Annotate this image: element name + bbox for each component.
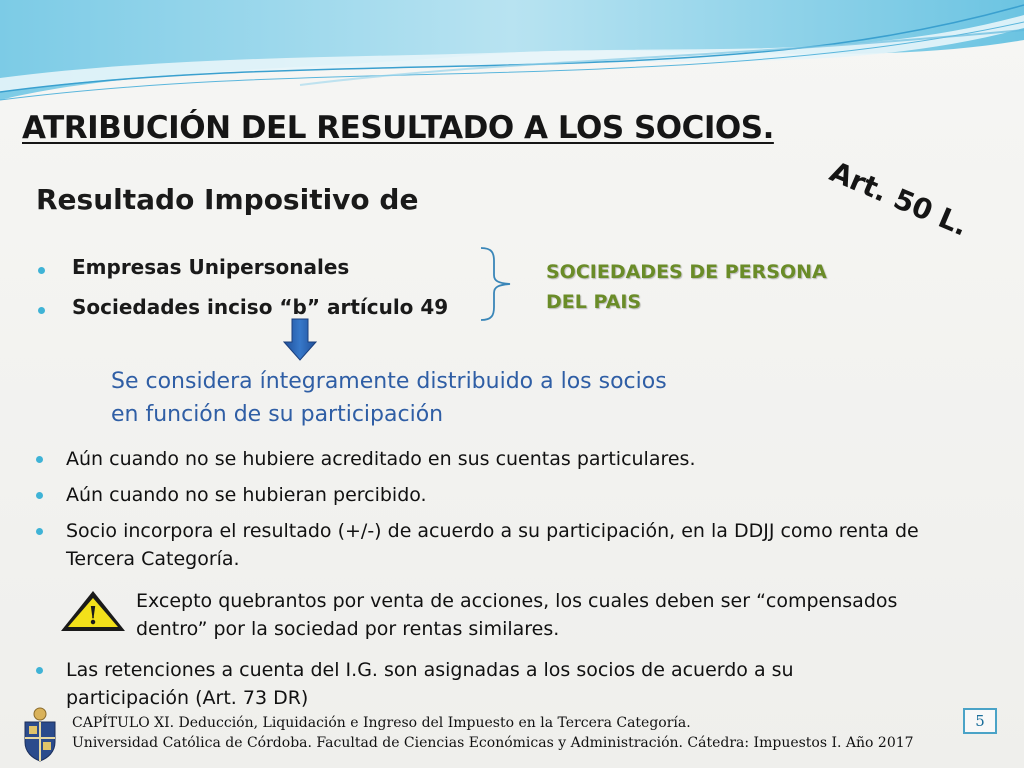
footer-line2: Universidad Católica de Córdoba. Facultad de Ciencias Económicas y Administración. Cátedra: Impuestos I. Año 2017 bbox=[72, 735, 914, 751]
detail-item: Aún cuando no se hubiere acreditado en sus cuentas particulares. bbox=[66, 448, 696, 470]
bullet-icon bbox=[38, 307, 45, 314]
warning-icon bbox=[58, 588, 128, 634]
article-reference: Art. 50 L. bbox=[825, 155, 973, 243]
footer-line1: CAPÍTULO XI. Deducción, Liquidación e Ingreso del Impuesto en la Tercera Categoría. bbox=[72, 715, 691, 731]
header-wave-decoration bbox=[0, 0, 1024, 110]
page-number: 5 bbox=[963, 708, 997, 734]
detail-item: Socio incorpora el resultado (+/-) de acuerdo a su participación, en la DDJJ como renta de Tercera Categoría. bbox=[66, 520, 919, 570]
entities-group-label-line2: DEL PAIS bbox=[546, 291, 642, 313]
entities-group-label-line1: SOCIEDADES DE PERSONA bbox=[546, 261, 827, 283]
entity-item: Sociedades inciso “b” artículo 49 bbox=[72, 295, 449, 319]
bullet-icon bbox=[38, 267, 45, 274]
down-arrow-icon bbox=[282, 318, 318, 362]
entity-item: Empresas Unipersonales bbox=[72, 255, 350, 279]
warning-text bbox=[136, 587, 976, 643]
detail-item: Las retenciones a cuenta del I.G. son asignadas a los socios de acuerdo a su participación (Art. 73 DR) bbox=[66, 659, 794, 709]
warning-symbol: ! bbox=[87, 601, 99, 630]
warning-line2: dentro” por la sociedad por rentas similares. bbox=[136, 618, 560, 640]
bullet-icon bbox=[36, 667, 43, 674]
conclusion-line1: Se considera íntegramente distribuido a los socios bbox=[111, 369, 667, 394]
conclusion-line2: en función de su participación bbox=[111, 402, 444, 427]
entities-group-label bbox=[546, 257, 827, 317]
detail-item: Aún cuando no se hubieran percibido. bbox=[66, 484, 427, 506]
brace-icon bbox=[478, 245, 518, 323]
conclusion-text bbox=[111, 365, 667, 431]
warning-line1: Excepto quebrantos por venta de acciones, los cuales deben ser “compensados bbox=[136, 590, 898, 612]
bullet-icon bbox=[36, 456, 43, 463]
bullet-icon bbox=[36, 492, 43, 499]
bullet-icon bbox=[36, 528, 43, 535]
slide-title: ATRIBUCIÓN DEL RESULTADO A LOS SOCIOS. bbox=[22, 110, 774, 146]
university-crest-icon bbox=[20, 706, 60, 762]
slide-subtitle: Resultado Impositivo de bbox=[36, 183, 419, 216]
